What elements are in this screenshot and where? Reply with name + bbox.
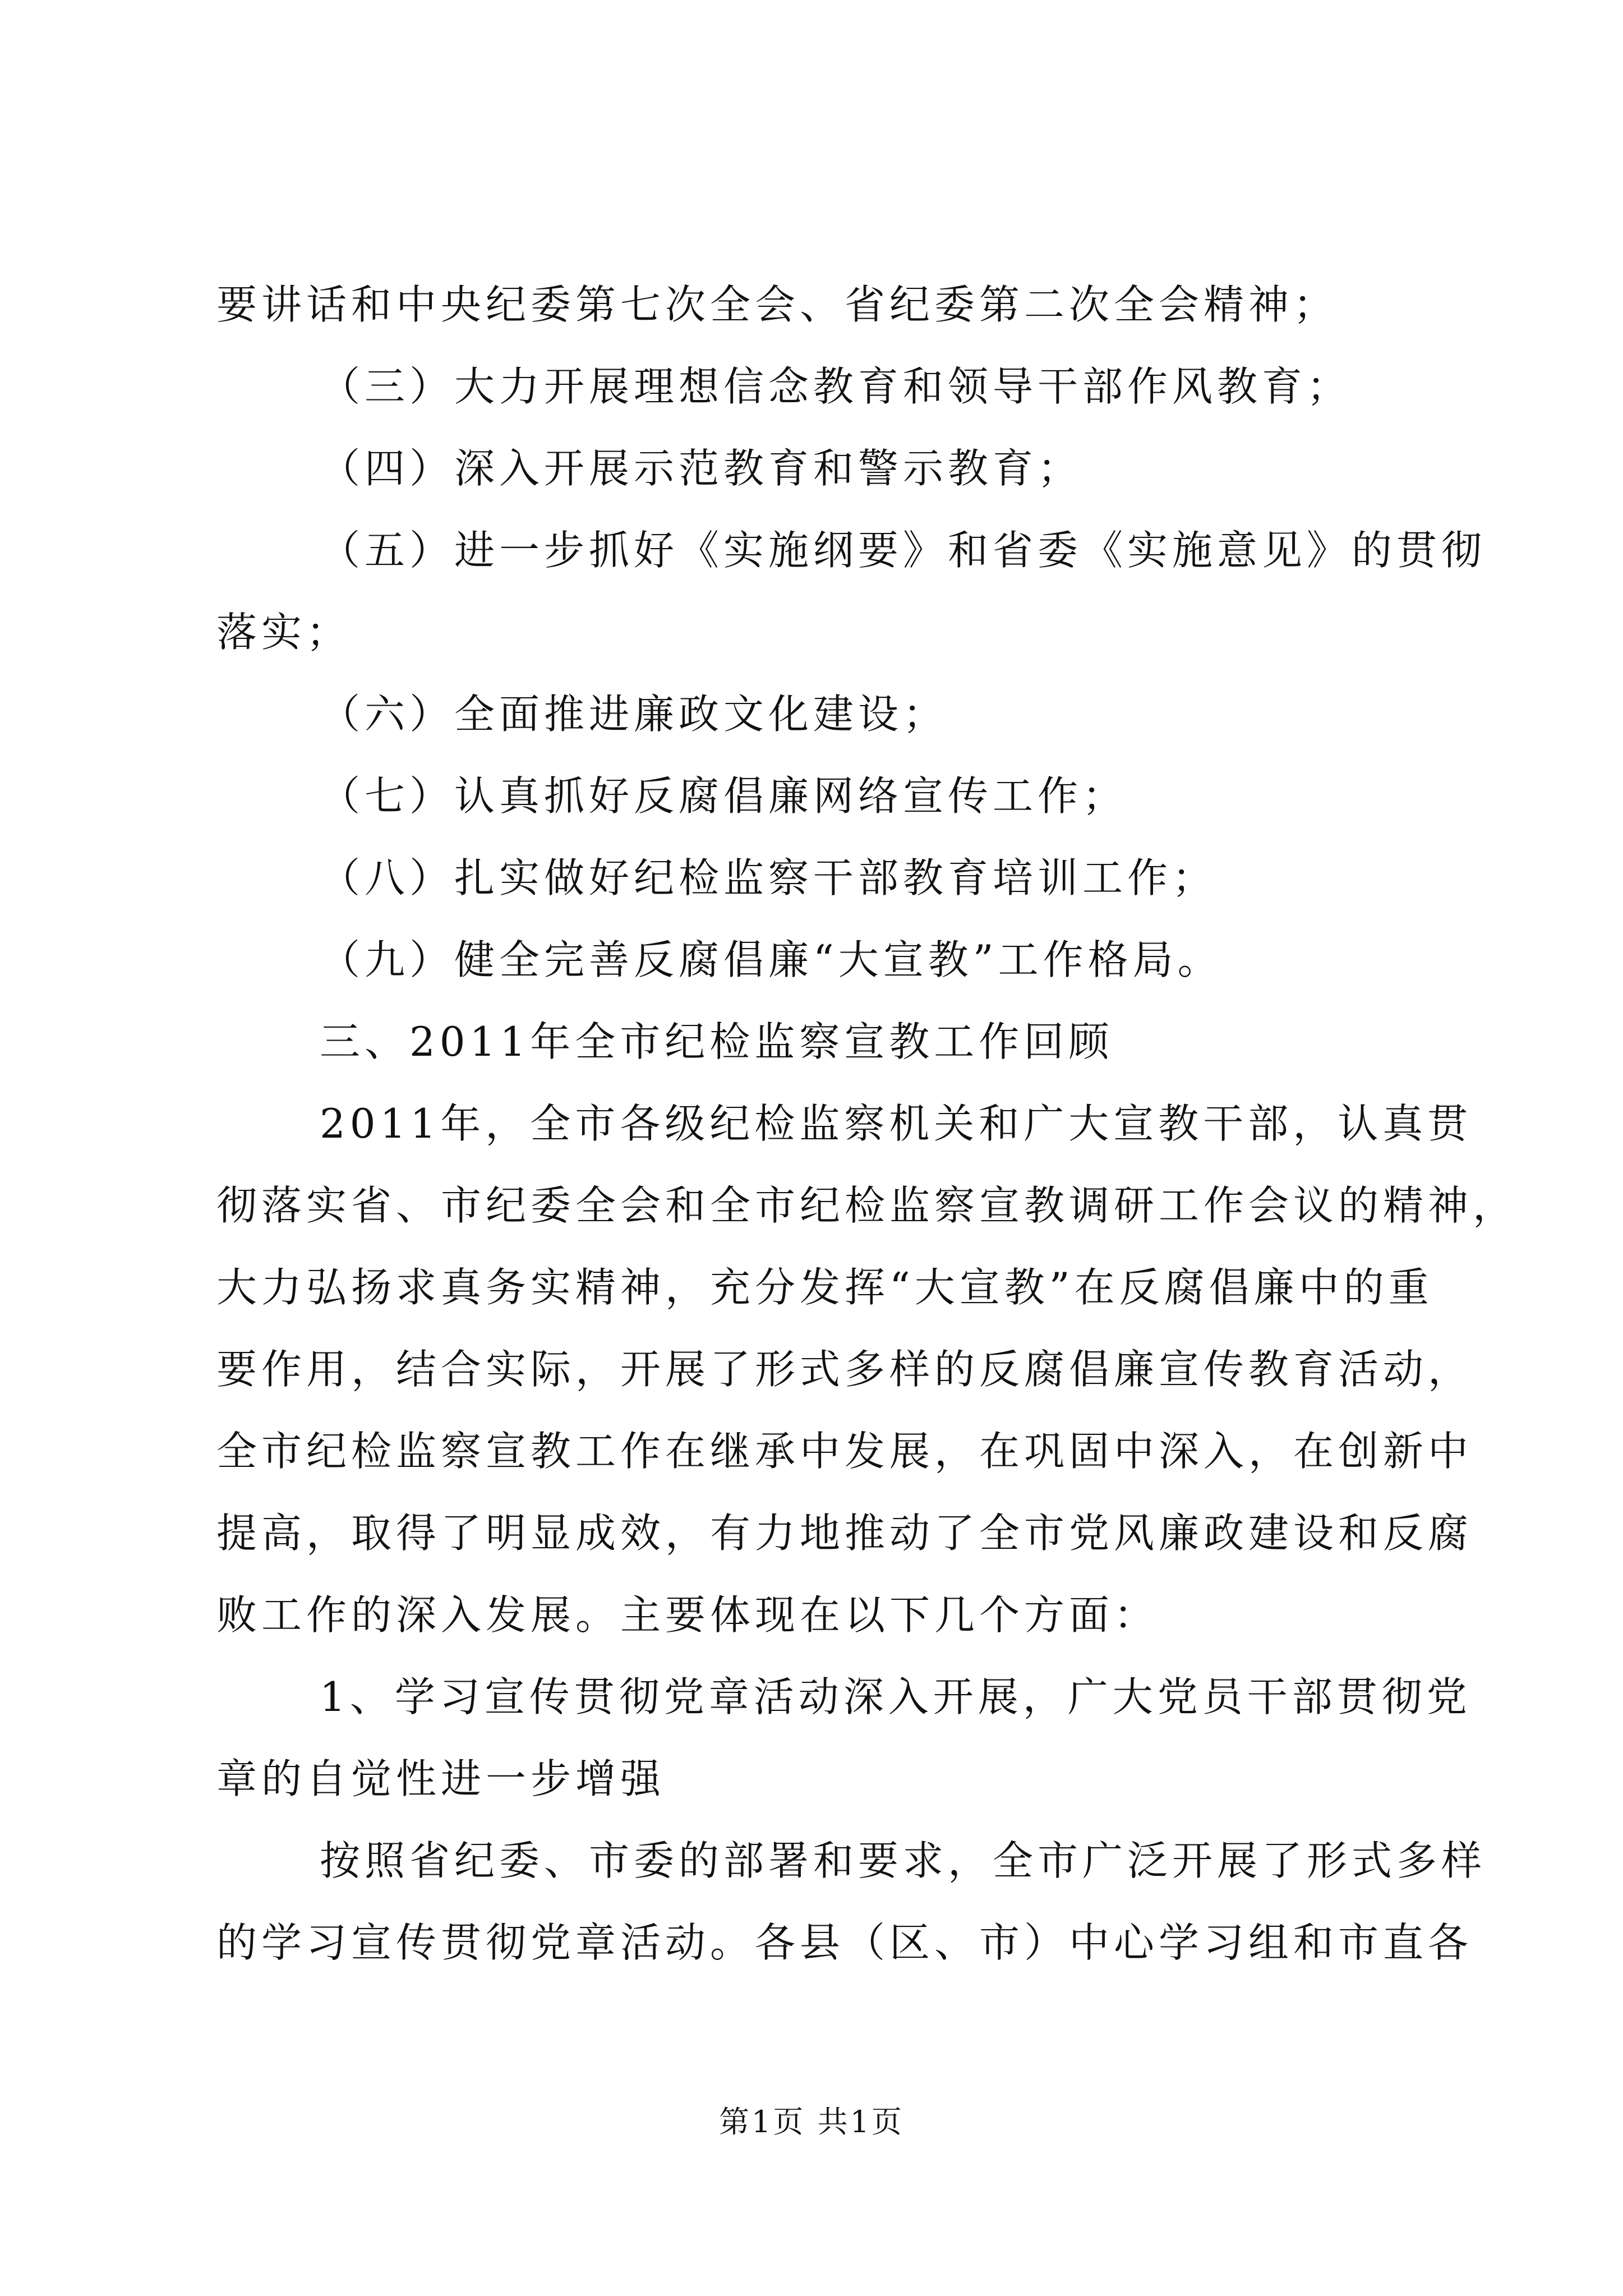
list-item-3: （三）大力开展理想信念教育和领导干部作风教育；	[320, 363, 1352, 410]
list-item-5: （五）进一步抓好《实施纲要》和省委《实施意见》的贯彻	[320, 527, 1487, 574]
list-item-7: （七）认真抓好反腐倡廉网络宣传工作；	[320, 772, 1128, 820]
document-body	[216, 264, 1518, 1984]
list-item-8: （八）扎实做好纪检监察干部教育培训工作；	[320, 854, 1218, 901]
paragraph-line: 彻落实省、市纪委全会和全市纪检监察宣教调研工作会议的精神，	[216, 1182, 1518, 1229]
paragraph-line: 2011年，全市各级纪检监察机关和广大宣教干部，认真贯	[320, 1100, 1473, 1147]
paragraph-line: 按照省纪委、市委的部署和要求，全市广泛开展了形式多样	[320, 1837, 1487, 1884]
subheading-line: 章的自觉性进一步增强	[216, 1755, 666, 1802]
text-line: 要讲话和中央纪委第七次全会、省纪委第二次全会精神；	[216, 281, 1339, 328]
list-item-6: （六）全面推进廉政文化建设；	[320, 691, 948, 738]
paragraph-line: 提高，取得了明显成效，有力地推动了全市党风廉政建设和反腐	[216, 1510, 1473, 1557]
page-number-footer: 第1页 共1页	[719, 2104, 904, 2139]
paragraph-line: 的学习宣传贯彻党章活动。各县（区、市）中心学习组和市直各	[216, 1919, 1473, 1966]
list-item-4: （四）深入开展示范教育和警示教育；	[320, 445, 1083, 492]
paragraph-line: 要作用，结合实际，开展了形式多样的反腐倡廉宣传教育活动，	[216, 1346, 1473, 1393]
paragraph-line: 大力弘扬求真务实精神，充分发挥“大宣教”在反腐倡廉中的重	[216, 1264, 1433, 1311]
paragraph-line: 败工作的深入发展。主要体现在以下几个方面：	[216, 1591, 1159, 1639]
list-item-9: （九）健全完善反腐倡廉“大宣教”工作格局。	[320, 936, 1223, 983]
subheading-line: 1、学习宣传贯彻党章活动深入开展，广大党员干部贯彻党	[320, 1673, 1472, 1720]
section-heading: 三、2011年全市纪检监察宣教工作回顾	[320, 1018, 1114, 1065]
paragraph-line: 全市纪检监察宣教工作在继承中发展，在巩固中深入，在创新中	[216, 1428, 1473, 1475]
text-line: 落实；	[216, 609, 352, 656]
